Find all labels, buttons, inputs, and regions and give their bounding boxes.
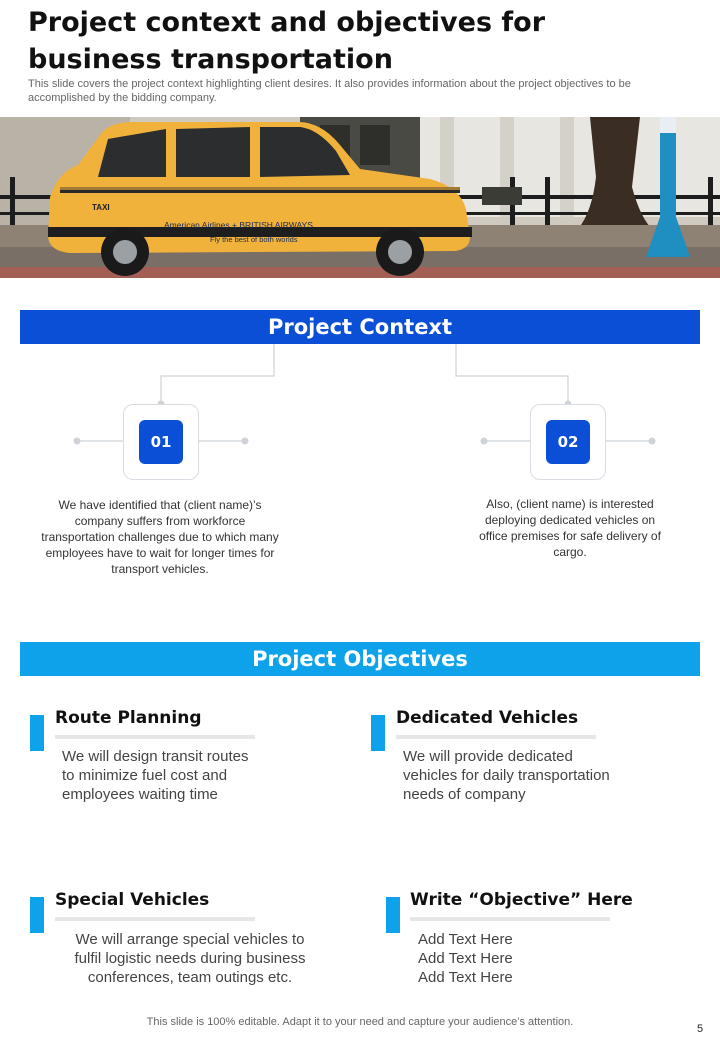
title-line-1: Project context and objectives for bbox=[28, 7, 546, 38]
footer-note: This slide is 100% editable. Adapt it to your need and capture your audience’s attention. bbox=[146, 1016, 574, 1028]
context-text-1: We have identified that (client name)’s company suffers from workforce transportation challenges due to which many employees have to wait for longer times for transport vehicles. bbox=[41, 498, 279, 576]
page-subtitle: This slide covers the project context highlighting client desires. It also provides information about the project objectives to be accomplished by the bidding company. bbox=[28, 78, 631, 104]
objective-1-accent-bar bbox=[30, 715, 44, 751]
objective-4-underline bbox=[410, 917, 610, 921]
objective-3-accent-bar bbox=[30, 897, 44, 933]
context-number-box-2 bbox=[530, 404, 606, 480]
project-objectives-heading: Project Objectives bbox=[20, 642, 700, 676]
project-context-heading: Project Context bbox=[20, 310, 700, 344]
objective-1-line-2: to minimize fuel cost and bbox=[62, 767, 228, 784]
objective-3-text bbox=[50, 930, 330, 987]
objective-3-line-2: fulfil logistic needs during business bbox=[74, 950, 306, 967]
objective-4-text bbox=[418, 930, 678, 987]
objective-3-title: Special Vehicles bbox=[55, 890, 210, 910]
taxi-label: TAXI bbox=[92, 203, 110, 212]
objective-4-line-1: Add Text Here bbox=[418, 931, 513, 948]
objective-2-text bbox=[403, 747, 693, 804]
objective-4-line-2: Add Text Here bbox=[418, 950, 513, 967]
context-number-2: 02 bbox=[546, 420, 590, 464]
taxi-photo bbox=[0, 117, 720, 278]
page-number: 5 bbox=[697, 1023, 704, 1035]
objective-1-line-3: employees waiting time bbox=[62, 786, 218, 803]
objective-1-title: Route Planning bbox=[55, 708, 202, 728]
context-number-box-1 bbox=[123, 404, 199, 480]
objective-1-text bbox=[62, 747, 332, 804]
objective-3-line-3: conferences, team outings etc. bbox=[87, 969, 293, 986]
objective-4-title: Write “Objective” Here bbox=[410, 890, 633, 910]
objective-4-accent-bar bbox=[386, 897, 400, 933]
objective-2-line-2: vehicles for daily transportation bbox=[403, 767, 610, 784]
objective-1-line-1: We will design transit routes bbox=[62, 748, 249, 765]
objective-4-line-3: Add Text Here bbox=[418, 969, 513, 986]
context-number-1: 01 bbox=[139, 420, 183, 464]
objective-2-underline bbox=[396, 735, 596, 739]
objective-2-accent-bar bbox=[371, 715, 385, 751]
objective-3-underline bbox=[55, 917, 255, 921]
objective-2-line-1: We will provide dedicated bbox=[403, 748, 573, 765]
objective-3-line-1: We will arrange special vehicles to bbox=[75, 931, 305, 948]
livery-brands: American Airlines + BRITISH AIRWAYS bbox=[164, 220, 313, 230]
objective-2-line-3: needs of company bbox=[403, 786, 526, 803]
context-connectors bbox=[0, 340, 720, 480]
objective-2-title: Dedicated Vehicles bbox=[396, 708, 579, 728]
context-text-2: Also, (client name) is interested deploying dedicated vehicles on office premises for safe delivery of cargo. bbox=[479, 497, 661, 559]
title-line-2: business transportation bbox=[28, 44, 393, 75]
page-title bbox=[28, 4, 698, 78]
objective-1-underline bbox=[55, 735, 255, 739]
livery-tagline: Fly the best of both worlds bbox=[210, 235, 298, 244]
